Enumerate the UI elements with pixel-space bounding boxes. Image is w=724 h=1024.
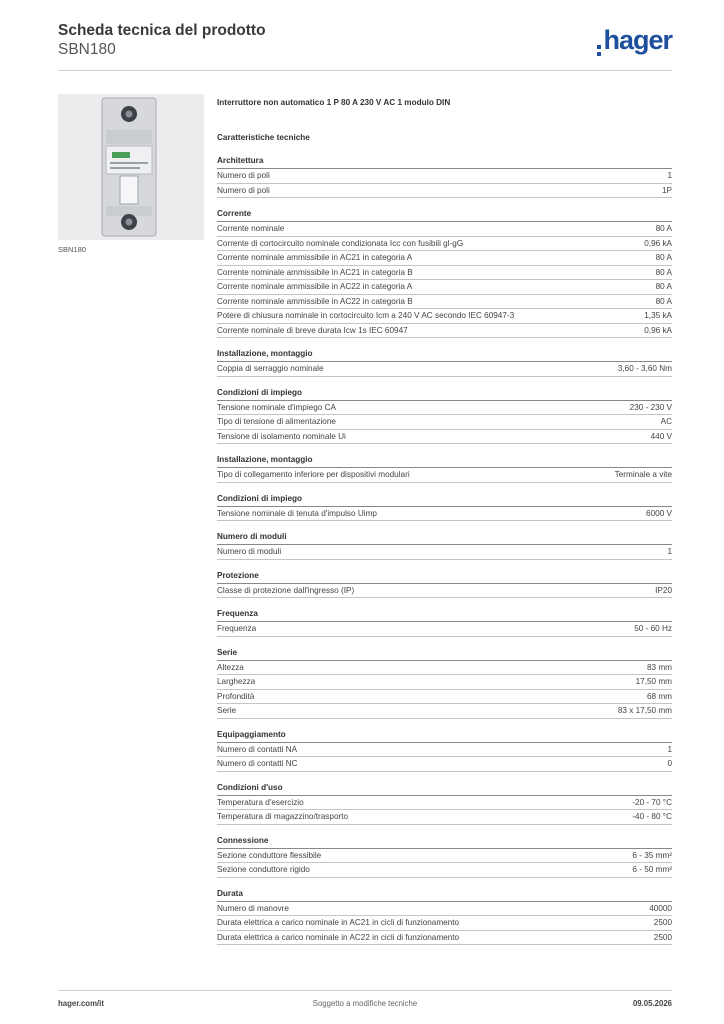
spec-row	[217, 661, 672, 676]
section-title: Condizioni di impiego	[217, 492, 672, 507]
spec-label: Numero di poli	[217, 171, 270, 180]
spec-label: Serie	[217, 706, 237, 715]
section-title: Connessione	[217, 834, 672, 849]
spec-value: 230 - 230 V	[629, 402, 672, 412]
spec-row	[217, 295, 672, 310]
spec-label: Corrente nominale ammissibile in AC21 in categoria A	[217, 253, 413, 262]
page-header	[58, 20, 672, 71]
spec-value: 6000 V	[646, 508, 672, 518]
spec-row	[217, 849, 672, 864]
section-title: Frequenza	[217, 607, 672, 622]
spec-value: 68 mm	[646, 691, 672, 701]
spec-row	[217, 584, 672, 599]
page-title: Scheda tecnica del prodotto	[58, 22, 266, 39]
spec-row	[217, 169, 672, 184]
spec-label: Corrente nominale ammissibile in AC22 in categoria A	[217, 282, 413, 291]
section-title: Condizioni d'uso	[217, 781, 672, 796]
spec-value: 3,60 - 3,60 Nm	[617, 364, 672, 373]
spec-value: AC	[660, 417, 672, 426]
spec-row	[217, 863, 672, 878]
spec-value: -20 - 70 °C	[632, 797, 672, 807]
spec-value: 0,96 kA	[644, 238, 672, 248]
spec-label: Corrente nominale ammissibile in AC22 in categoria B	[217, 296, 413, 306]
spec-value: 83 x 17,50 mm	[617, 706, 672, 715]
spec-section	[217, 207, 672, 338]
spec-row	[217, 690, 672, 705]
spec-value: 80 A	[655, 282, 672, 291]
spec-label: Tensione di isolamento nominale Ui	[217, 431, 346, 441]
section-title: Architettura	[217, 154, 672, 169]
spec-row	[217, 468, 672, 483]
spec-row	[217, 266, 672, 281]
spec-value: 80 A	[655, 253, 672, 262]
spec-value: 17,50 mm	[635, 677, 672, 686]
spec-value: 2500	[653, 918, 672, 927]
spec-row	[217, 622, 672, 637]
spec-label: Corrente di cortocircuito nominale condizionata Icc con fusibili gl-gG	[217, 238, 464, 248]
spec-label: Tipo di collegamento inferiore per dispositivi modulari	[217, 470, 410, 479]
section-title: Installazione, montaggio	[217, 347, 672, 362]
spec-value: 1	[667, 547, 672, 556]
spec-section	[217, 347, 672, 377]
logo-dots-icon	[597, 45, 601, 56]
section-title: Numero di moduli	[217, 530, 672, 545]
spec-row	[217, 251, 672, 266]
spec-row	[217, 324, 672, 339]
spec-row	[217, 796, 672, 811]
spec-row	[217, 810, 672, 825]
spec-label: Classe di protezione dall'ingresso (IP)	[217, 585, 355, 595]
spec-value: 1	[667, 744, 672, 754]
spec-label: Frequenza	[217, 624, 257, 633]
spec-section	[217, 728, 672, 772]
spec-content	[217, 96, 672, 945]
spec-value: 2500	[653, 932, 672, 942]
spec-value: 40000	[649, 903, 672, 913]
spec-section	[217, 530, 672, 560]
spec-label: Tensione nominale di tenuta d'impulso Uimp	[217, 508, 377, 518]
spec-label: Sezione conduttore flessibile	[217, 850, 322, 860]
spec-row	[217, 704, 672, 719]
spec-value: 80 A	[655, 296, 672, 306]
spec-row	[217, 902, 672, 917]
spec-label: Potere di chiusura nominale in cortocircuito Icm a 240 V AC secondo IEC 60947-3	[217, 311, 515, 320]
circuit-breaker-icon	[58, 94, 204, 240]
spec-label: Coppia di serraggio nominale	[217, 364, 324, 373]
spec-label: Numero di manovre	[217, 903, 289, 913]
spec-section	[217, 646, 672, 719]
section-title: Durata	[217, 887, 672, 902]
spec-value: Terminale a vite	[614, 470, 672, 479]
spec-label: Corrente nominale ammissibile in AC21 in categoria B	[217, 267, 413, 277]
spec-label: Corrente nominale	[217, 224, 285, 233]
spec-value: IP20	[655, 585, 672, 595]
footer-website-link[interactable]: hager.com/it	[58, 999, 104, 1008]
spec-label: Altezza	[217, 662, 244, 672]
product-image	[58, 94, 204, 240]
spec-row	[217, 184, 672, 199]
spec-label: Durata elettrica a carico nominale in AC21 in cicli di funzionamento	[217, 918, 460, 927]
section-title: Condizioni di impiego	[217, 386, 672, 401]
spec-label: Tipo di tensione di alimentazione	[217, 417, 336, 426]
spec-label: Corrente nominale di breve durata Icw 1s IEC 60947	[217, 325, 408, 335]
spec-section	[217, 453, 672, 483]
spec-label: Larghezza	[217, 677, 256, 686]
spec-value: 6 - 50 mm²	[632, 865, 672, 874]
logo-text: hager	[603, 25, 672, 55]
spec-section	[217, 569, 672, 599]
spec-label: Numero di moduli	[217, 547, 282, 556]
spec-value: 80 A	[655, 267, 672, 277]
spec-section	[217, 834, 672, 878]
spec-row	[217, 507, 672, 522]
spec-row	[217, 743, 672, 758]
spec-row	[217, 931, 672, 946]
spec-row	[217, 222, 672, 237]
spec-label: Durata elettrica a carico nominale in AC22 in cicli di funzionamento	[217, 932, 460, 942]
spec-label: Profondità	[217, 691, 255, 701]
spec-value: 1	[667, 171, 672, 180]
spec-value: 83 mm	[646, 662, 672, 672]
spec-row	[217, 362, 672, 377]
spec-section	[217, 887, 672, 946]
section-title: Corrente	[217, 207, 672, 222]
spec-row	[217, 916, 672, 931]
footer-date: 09.05.2026	[632, 999, 672, 1008]
hager-logo[interactable]	[597, 26, 672, 56]
specs-heading: Caratteristiche tecniche	[217, 133, 310, 142]
spec-value: 1P	[661, 185, 672, 195]
spec-sections	[217, 154, 672, 945]
spec-value: 0	[667, 759, 672, 768]
section-title: Protezione	[217, 569, 672, 584]
product-description: Interruttore non automatico 1 P 80 A 230 V AC 1 modulo DIN	[217, 98, 451, 107]
spec-value: 80 A	[655, 224, 672, 233]
spec-value: 440 V	[650, 431, 672, 441]
spec-label: Temperatura di magazzino/trasporto	[217, 812, 349, 821]
spec-row	[217, 309, 672, 324]
spec-label: Numero di contatti NA	[217, 744, 298, 754]
spec-row	[217, 237, 672, 252]
footer-note: Soggetto a modifiche tecniche	[312, 999, 418, 1008]
spec-section	[217, 492, 672, 522]
spec-value: 1,35 kA	[644, 311, 672, 320]
spec-value: 6 - 35 mm²	[632, 850, 672, 860]
section-title: Equipaggiamento	[217, 728, 672, 743]
spec-section	[217, 154, 672, 198]
section-title: Serie	[217, 646, 672, 661]
spec-row	[217, 675, 672, 690]
spec-row	[217, 280, 672, 295]
spec-row	[217, 401, 672, 416]
product-code: SBN180	[58, 41, 116, 58]
spec-section	[217, 607, 672, 637]
spec-value: -40 - 80 °C	[632, 812, 672, 821]
spec-label: Temperatura d'esercizio	[217, 797, 304, 807]
spec-row	[217, 415, 672, 430]
spec-label: Numero di contatti NC	[217, 759, 298, 768]
image-caption: SBN180	[58, 245, 86, 254]
spec-value: 0,96 kA	[644, 325, 672, 335]
spec-value: 50 - 60 Hz	[634, 624, 672, 633]
spec-section	[217, 781, 672, 825]
spec-label: Tensione nominale d'impiego CA	[217, 402, 336, 412]
spec-label: Numero di poli	[217, 185, 270, 195]
section-title: Installazione, montaggio	[217, 453, 672, 468]
page-footer	[58, 990, 672, 1015]
spec-section	[217, 386, 672, 445]
spec-row	[217, 757, 672, 772]
spec-row	[217, 430, 672, 445]
spec-label: Sezione conduttore rigido	[217, 865, 310, 874]
spec-row	[217, 545, 672, 560]
